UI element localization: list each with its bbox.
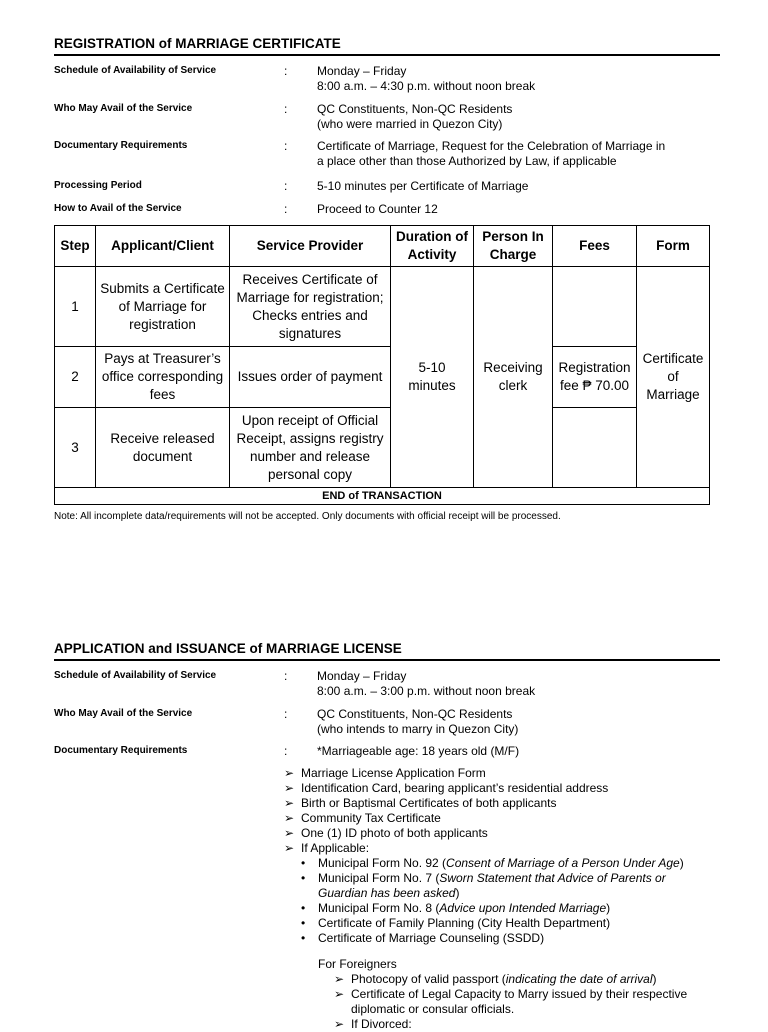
list-item-text: ) <box>455 886 460 900</box>
table-row <box>55 408 710 488</box>
list-item-continuation <box>284 886 687 901</box>
list-item-text: Marriage License Application Form <box>301 766 486 780</box>
list-item-text: Photocopy of valid passport ( <box>351 972 506 986</box>
client-cell: Pays at Treasurer’s office corresponding fees <box>96 347 230 408</box>
fees-cell-empty <box>553 267 637 347</box>
column-header-step: Step <box>55 226 96 267</box>
info-label: Who May Avail of the Service <box>54 103 193 114</box>
info-line: (who intends to marry in Quezon City) <box>317 722 519 736</box>
arrow-bullet-icon: ➢ <box>284 766 295 780</box>
info-value <box>317 179 717 194</box>
column-header-client: Applicant/Client <box>96 226 230 267</box>
process-table <box>54 225 710 505</box>
list-item-text: Certificate of Family Planning (City Health Department) <box>318 916 611 930</box>
step-cell: 2 <box>55 347 96 408</box>
info-colon: : <box>284 179 288 193</box>
list-item <box>284 826 687 841</box>
arrow-bullet-icon: ➢ <box>334 972 345 986</box>
info-line: QC Constituents, Non-QC Residents <box>317 707 513 721</box>
info-line: 8:00 a.m. – 3:00 p.m. without noon break <box>317 684 536 698</box>
info-line: Monday – Friday <box>317 64 407 78</box>
spacer <box>284 946 687 957</box>
duration-cell: 5-10 minutes <box>391 267 474 488</box>
list-item-text: Municipal Form No. 8 ( <box>318 901 440 915</box>
list-item-text: ) <box>606 901 611 915</box>
table-end-row <box>55 488 710 505</box>
info-colon: : <box>284 669 288 683</box>
list-item <box>284 1017 687 1032</box>
arrow-bullet-icon: ➢ <box>284 811 295 825</box>
list-item-text: One (1) ID photo of both applicants <box>301 826 488 840</box>
info-label: Documentary Requirements <box>54 140 188 151</box>
list-item-text-italic: Sworn Statement that Advice of Parents or <box>439 871 666 885</box>
note-text: Note: All incomplete data/requirements will not be accepted. Only documents with official receipt will be processed. <box>54 511 561 522</box>
list-item-text: Municipal Form No. 7 ( <box>318 871 440 885</box>
provider-cell: Issues order of payment <box>230 347 391 408</box>
list-item-text: If Applicable: <box>301 841 370 855</box>
list-item-text-italic: Consent of Marriage of a Person Under Age <box>446 856 680 870</box>
list-item <box>284 901 687 916</box>
list-item-text-italic: Advice upon Intended Marriage <box>439 901 607 915</box>
info-label: How to Avail of the Service <box>54 203 182 214</box>
step-cell: 1 <box>55 267 96 347</box>
info-colon: : <box>284 744 288 758</box>
list-item-text: If Divorced: <box>351 1017 412 1031</box>
info-value <box>317 202 717 217</box>
provider-cell: Receives Certificate of Marriage for registration; Checks entries and signatures <box>230 267 391 347</box>
column-header-fees: Fees <box>553 226 637 267</box>
column-header-form: Form <box>637 226 710 267</box>
list-item-text: Certificate of Marriage Counseling (SSDD) <box>318 931 545 945</box>
client-cell: Receive released document <box>96 408 230 488</box>
arrow-bullet-icon: ➢ <box>284 841 295 855</box>
list-item <box>284 796 687 811</box>
info-line: Certificate of Marriage, Request for the Celebration of Marriage in <box>317 139 666 153</box>
info-value <box>317 64 717 94</box>
list-item <box>284 931 687 946</box>
table-row <box>55 267 710 347</box>
list-item <box>284 766 687 781</box>
info-label: Processing Period <box>54 180 142 191</box>
section-title-registration: REGISTRATION of MARRIAGE CERTIFICATE <box>54 36 720 56</box>
list-item-text: Certificate of Legal Capacity to Marry issued by their respective <box>351 987 688 1001</box>
info-value <box>317 707 717 737</box>
list-item-text-italic: Guardian has been asked <box>318 886 456 900</box>
info-value <box>317 669 717 699</box>
arrow-bullet-icon: ➢ <box>284 796 295 810</box>
list-item <box>284 987 687 1002</box>
section-title-marriage-license: APPLICATION and ISSUANCE of MARRIAGE LICENSE <box>54 641 720 661</box>
info-colon: : <box>284 64 288 78</box>
list-item <box>284 856 687 871</box>
arrow-bullet-icon: ➢ <box>334 987 345 1001</box>
info-label: Schedule of Availability of Service <box>54 670 217 681</box>
dot-bullet-icon: • <box>301 871 306 885</box>
dot-bullet-icon: • <box>301 901 306 915</box>
list-item <box>284 811 687 826</box>
form-cell: Certificate of Marriage <box>637 267 710 488</box>
info-line: *Marriageable age: 18 years old (M/F) <box>317 744 520 758</box>
column-header-provider: Service Provider <box>230 226 391 267</box>
arrow-bullet-icon: ➢ <box>334 1017 345 1031</box>
info-line: (who were married in Quezon City) <box>317 117 503 131</box>
client-cell: Submits a Certificate of Marriage for registration <box>96 267 230 347</box>
info-line: a place other than those Authorized by Law, if applicable <box>317 154 617 168</box>
fees-cell: Registration fee ₱ 70.00 <box>553 347 637 408</box>
info-colon: : <box>284 139 288 153</box>
info-colon: : <box>284 102 288 116</box>
list-item <box>284 781 687 796</box>
info-label: Schedule of Availability of Service <box>54 65 217 76</box>
dot-bullet-icon: • <box>301 916 306 930</box>
step-cell: 3 <box>55 408 96 488</box>
dot-bullet-icon: • <box>301 856 306 870</box>
list-item-text: diplomatic or consular officials. <box>351 1002 515 1016</box>
list-item-continuation <box>284 1002 687 1017</box>
info-line: QC Constituents, Non-QC Residents <box>317 102 513 116</box>
info-colon: : <box>284 707 288 721</box>
list-item-text: Municipal Form No. 92 ( <box>318 856 447 870</box>
arrow-bullet-icon: ➢ <box>284 781 295 795</box>
list-item-text: Identification Card, bearing applicant’s residential address <box>301 781 609 795</box>
foreigners-heading: For Foreigners <box>318 957 397 971</box>
info-colon: : <box>284 202 288 216</box>
table-row <box>55 347 710 408</box>
column-header-person: Person In Charge <box>474 226 553 267</box>
info-label: Documentary Requirements <box>54 745 188 756</box>
info-line: 8:00 a.m. – 4:30 p.m. without noon break <box>317 79 536 93</box>
dot-bullet-icon: • <box>301 931 306 945</box>
list-item <box>284 916 687 931</box>
column-header-duration: Duration of Activity <box>391 226 474 267</box>
person-cell: Receiving clerk <box>474 267 553 488</box>
info-line: 5-10 minutes per Certificate of Marriage <box>317 179 529 193</box>
list-item-text: ) <box>679 856 684 870</box>
info-label: Who May Avail of the Service <box>54 708 193 719</box>
list-item-text: Community Tax Certificate <box>301 811 441 825</box>
info-line: Proceed to Counter 12 <box>317 202 438 216</box>
provider-cell: Upon receipt of Official Receipt, assigns registry number and release personal copy <box>230 408 391 488</box>
end-of-transaction: END of TRANSACTION <box>55 488 710 505</box>
list-item-text: ) <box>652 972 657 986</box>
list-item <box>284 871 687 886</box>
list-item <box>284 841 687 856</box>
list-item-text-italic: indicating the date of arrival <box>505 972 653 986</box>
requirements-list <box>284 766 687 1032</box>
arrow-bullet-icon: ➢ <box>284 826 295 840</box>
list-item-text: Birth or Baptismal Certificates of both applicants <box>301 796 557 810</box>
info-value <box>317 139 717 169</box>
fees-cell-empty <box>553 408 637 488</box>
list-item <box>284 972 687 987</box>
info-line: Monday – Friday <box>317 669 407 683</box>
info-value <box>317 744 717 759</box>
table-header-row <box>55 226 710 267</box>
info-value <box>317 102 717 132</box>
